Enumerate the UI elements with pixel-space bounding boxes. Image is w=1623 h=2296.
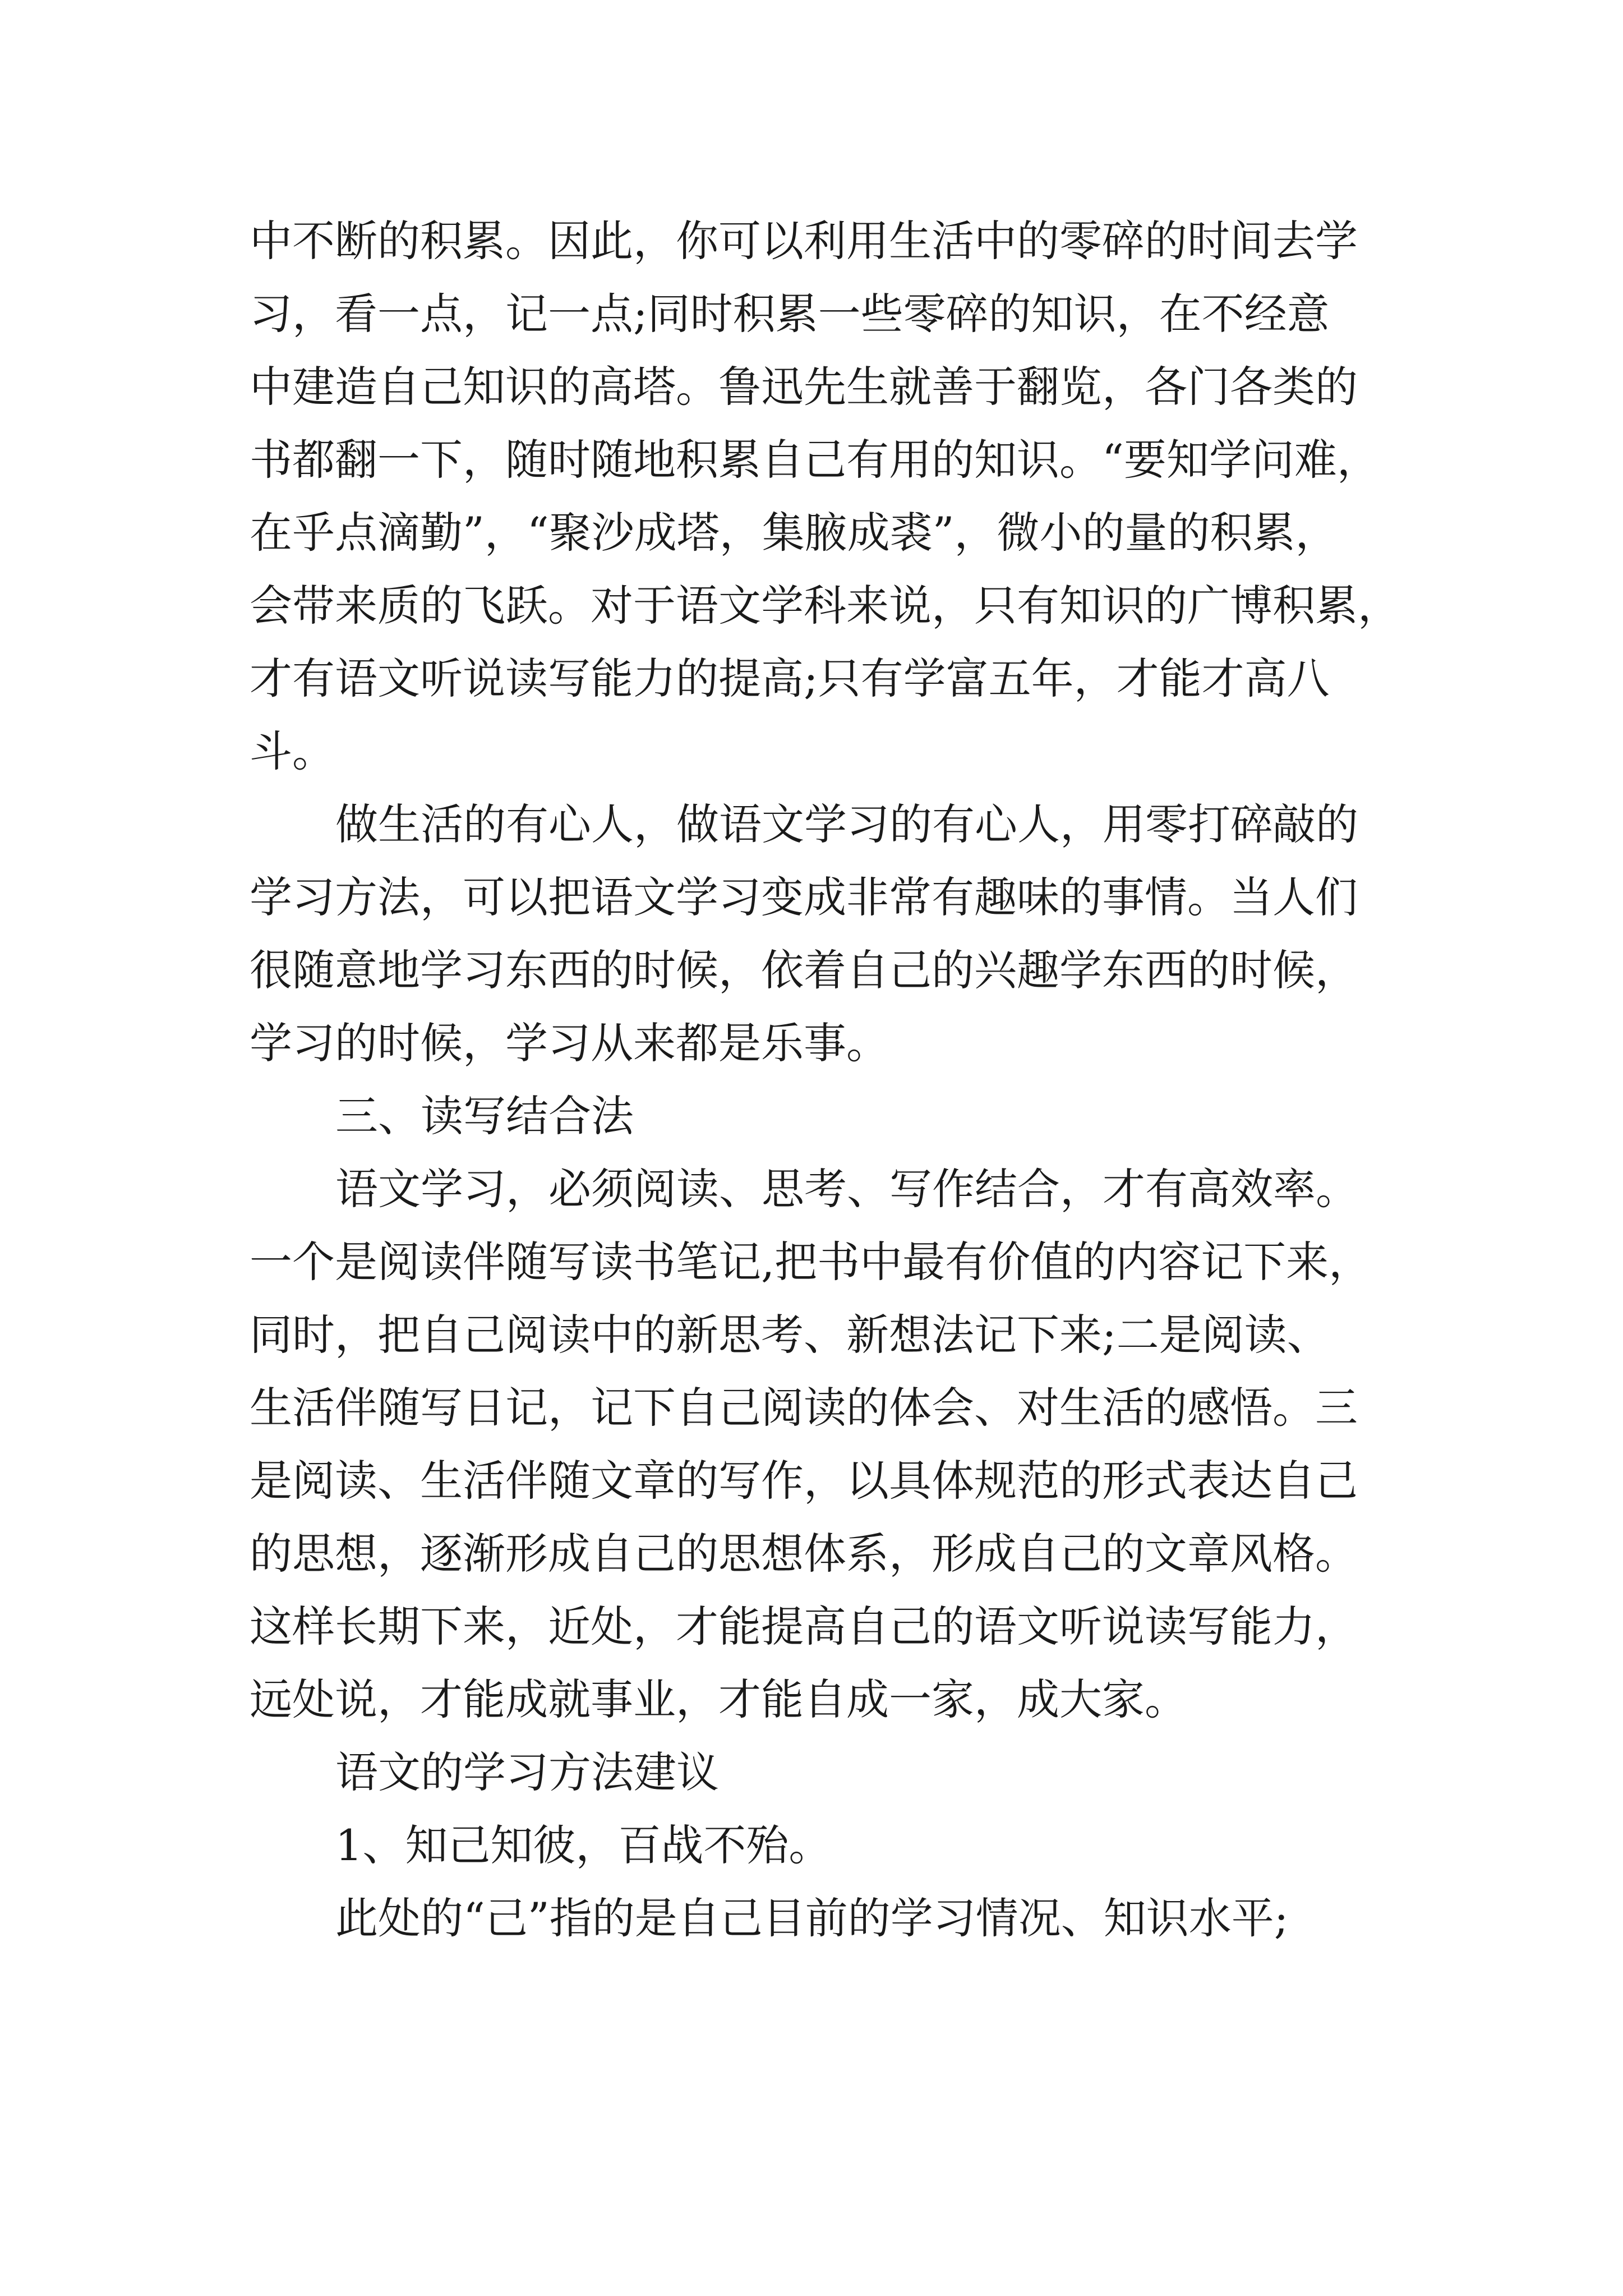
text-line: 中建造自己知识的高塔。鲁迅先生就善于翻览，各门各类的	[250, 362, 1358, 412]
paragraph	[250, 788, 1377, 1080]
section-heading	[250, 1080, 1377, 1153]
text-line: 学习方法，可以把语文学习变成非常有趣味的事情。当人们	[250, 872, 1358, 922]
heading-text: 三、读写结合法	[335, 1091, 634, 1141]
paragraph	[250, 1153, 1377, 1736]
text-line: 学习的时候，学习从来都是乐事。	[250, 1018, 889, 1068]
text-line: 一个是阅读伴随写读书笔记,把书中最有价值的内容记下来，	[250, 1237, 1372, 1287]
text-line: 同时，把自己阅读中的新思考、新想法记下来;二是阅读、	[250, 1310, 1330, 1360]
text-line: 斗。	[250, 726, 335, 776]
section-heading	[250, 1736, 1377, 1809]
heading-text: 1、知己知彼，百战不殆。	[335, 1820, 832, 1870]
text-line: 会带来质的飞跃。对于语文学科来说，只有知识的广博积累，	[250, 581, 1400, 631]
text-line: 是阅读、生活伴随文章的写作，以具体规范的形式表达自己	[250, 1456, 1358, 1506]
text-line: 的思想，逐渐形成自己的思想体系，形成自己的文章风格。	[250, 1529, 1358, 1579]
document-page	[250, 205, 1400, 1955]
text-line: 在乎点滴勤”，“聚沙成塔，集腋成裘”，微小的量的积累，	[250, 508, 1338, 558]
text-line: 才有语文听说读写能力的提高;只有学富五年，才能才高八	[250, 654, 1330, 703]
text-line: 语文学习，必须阅读、思考、写作结合，才有高效率。	[335, 1164, 1358, 1214]
text-line: 书都翻一下，随时随地积累自己有用的知识。“要知学问难，	[250, 435, 1380, 485]
text-line: 远处说，才能成就事业，才能自成一家，成大家。	[250, 1674, 1187, 1724]
text-line: 生活伴随写日记，记下自己阅读的体会、对生活的感悟。三	[250, 1383, 1358, 1433]
text-line: 此处的“己”指的是自己目前的学习情况、知识水平;	[335, 1893, 1289, 1943]
text-line: 做生活的有心人，做语文学习的有心人，用零打碎敲的	[335, 799, 1358, 849]
paragraph	[250, 1882, 1377, 1955]
text-line: 很随意地学习东西的时候，依着自己的兴趣学东西的时候，	[250, 945, 1358, 995]
heading-text: 语文的学习方法建议	[335, 1747, 719, 1797]
text-line: 这样长期下来，近处，才能提高自己的语文听说读写能力，	[250, 1602, 1358, 1651]
paragraph	[250, 205, 1400, 788]
list-item-heading	[250, 1809, 1377, 1882]
text-line: 中不断的积累。因此，你可以利用生活中的零碎的时间去学	[250, 216, 1358, 266]
text-line: 习，看一点，记一点;同时积累一些零碎的知识，在不经意	[250, 289, 1330, 339]
